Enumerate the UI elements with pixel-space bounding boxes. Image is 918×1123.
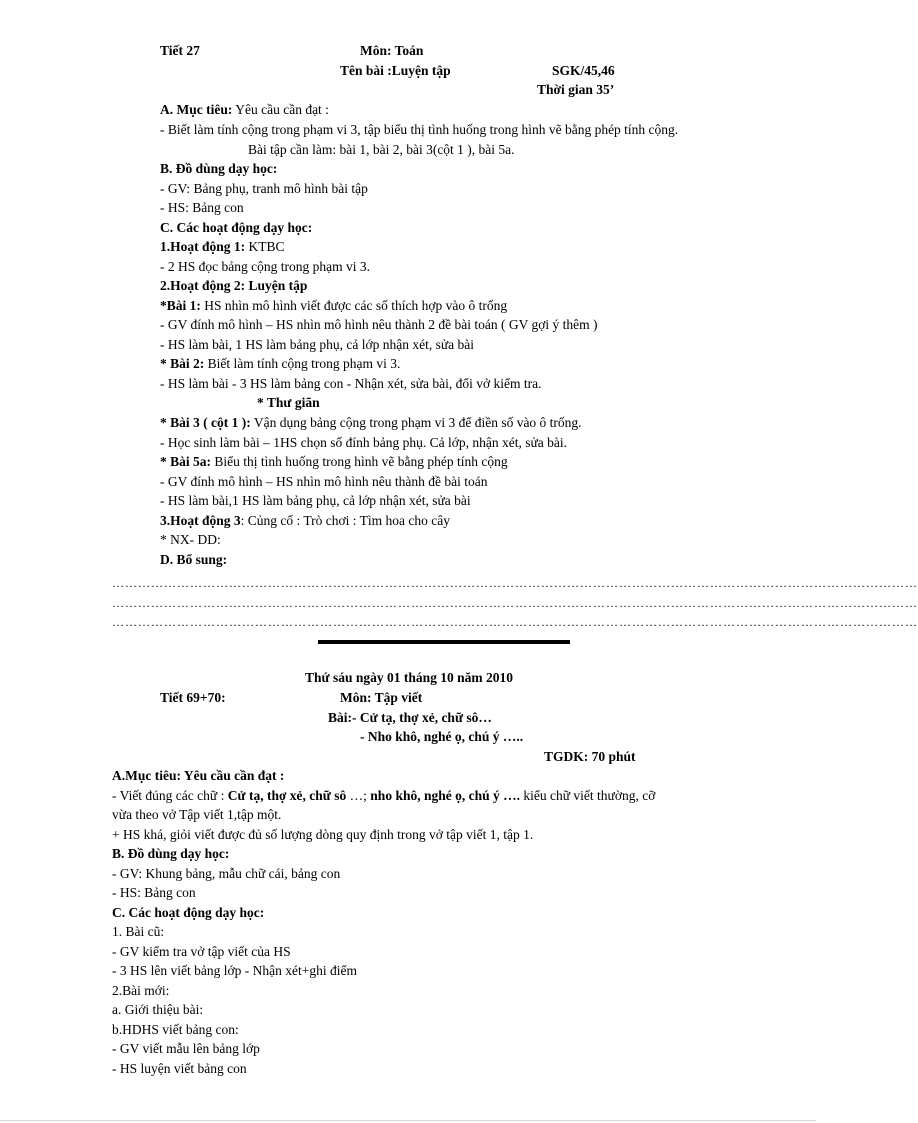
- bai2-label: * Bài 2:: [160, 356, 205, 371]
- bai3-label: * Bài 3 ( cột 1 ):: [160, 415, 251, 430]
- lesson2-new-b1: - GV viết mẫu lên bảng lớp: [112, 1041, 260, 1056]
- activity-1-text: KTBC: [245, 239, 285, 254]
- bai1-label: *Bài 1:: [160, 298, 201, 313]
- lesson2-material-gv: - GV: Khung bảng, mẫu chữ cái, bảng con: [112, 866, 341, 881]
- activity-3-text: : Củng cố : Trò chơi : Tìm hoa cho cây: [240, 513, 451, 528]
- lesson2-activities-heading: C. Các hoạt động dạy học:: [112, 905, 265, 920]
- lesson1-relax: * Thư giãn: [257, 395, 320, 410]
- lesson1-bai3-line1: - Học sinh làm bài – 1HS chọn số đính bảng phụ. Cả lớp, nhận xét, sửa bài.: [160, 435, 568, 450]
- lesson1-activity-2-heading: 2.Hoạt động 2: Luyện tập: [160, 278, 308, 293]
- lesson1-activity-1: [160, 238, 285, 256]
- obj1-bold2: nho khô, nghé ọ, chú ý ….: [370, 788, 520, 803]
- lesson2-date: Thứ sáu ngày 01 tháng 10 năm 2010: [305, 670, 514, 685]
- bai5-label: * Bài 5a:: [160, 454, 212, 469]
- lesson2-new-lesson: 2.Bài mới:: [112, 983, 170, 998]
- lesson1-bai1-line2: - HS làm bài, 1 HS làm bảng phụ, cả lớp nhận xét, sửa bài: [160, 337, 475, 352]
- lesson2-title-2: - Nho khô, nghé ọ, chú ý …..: [360, 729, 524, 744]
- lesson2-material-hs: - HS: Bảng con: [112, 885, 196, 900]
- bai3-text: Vận dụng bảng cộng trong phạm vi 3 để điền số vào ô trống.: [250, 415, 582, 430]
- lesson1-bai1-line1: - GV đính mô hình – HS nhìn mô hình nêu thành 2 đề bài toán ( GV gợi ý thêm ): [160, 317, 598, 332]
- lesson1-materials-heading: B. Đồ dùng dạy học:: [160, 161, 278, 176]
- lesson1-subject: Môn: Toán: [360, 43, 424, 58]
- obj1-pre: - Viết đúng các chữ :: [112, 788, 228, 803]
- lesson1-title: Tên bài :Luyện tập: [340, 63, 451, 78]
- lesson2-subject: Môn: Tập viết: [340, 690, 423, 705]
- supplement-dotted-line-3: ……………………………………………………………………………………………………………………………………………………………………: [112, 615, 918, 629]
- bai5-text: Biểu thị tình huống trong hình vẽ bằng phép tính cộng: [211, 454, 508, 469]
- lesson2-objective-1-cont: vừa theo vở Tập viết 1,tập một.: [112, 807, 282, 822]
- obj1-mid: …;: [346, 788, 371, 803]
- lesson2-new-b2: - HS luyện viết bảng con: [112, 1061, 247, 1076]
- activity-3-heading: 3.Hoạt động 3: [160, 513, 241, 528]
- activity-1-heading: 1.Hoạt động 1:: [160, 239, 246, 254]
- bai2-text: Biết làm tính cộng trong phạm vi 3.: [204, 356, 401, 371]
- page-bottom-edge: [0, 1120, 816, 1121]
- lesson1-bai1: [160, 297, 507, 315]
- lesson2-old-lesson: 1. Bài cũ:: [112, 924, 165, 939]
- lesson1-bai5-line1: - GV đính mô hình – HS nhìn mô hình nêu thành đề bài toán: [160, 474, 488, 489]
- lesson2-objective-2: + HS khá, giỏi viết được đủ số lượng dòng quy định trong vở tập viết 1, tập 1.: [112, 827, 534, 842]
- lesson2-objectives-heading: A.Mục tiêu: Yêu cầu cần đạt :: [112, 768, 285, 783]
- lesson1-nx-dd: * NX- DD:: [160, 532, 221, 547]
- lesson1-time: Thời gian 35’: [537, 82, 615, 97]
- lesson2-title-1: Bài:- Cử tạ, thợ xẻ, chữ sô…: [328, 710, 492, 725]
- lesson2-objective-1: [112, 787, 655, 805]
- lesson1-objectives: [160, 101, 329, 119]
- lesson1-bai2: [160, 355, 400, 373]
- supplement-dotted-line-1: ……………………………………………………………………………………………………………………………………………………………………: [112, 576, 918, 590]
- lesson1-bai5-line2: - HS làm bài,1 HS làm bảng phụ, cả lớp nhận xét, sửa bài: [160, 493, 471, 508]
- lesson2-old-2: - 3 HS lên viết bảng lớp - Nhận xét+ghi điểm: [112, 963, 357, 978]
- supplement-dotted-line-2: ……………………………………………………………………………………………………………………………………………………………………: [112, 596, 918, 610]
- lesson2-materials-heading: B. Đồ dùng dạy học:: [112, 846, 230, 861]
- bai1-text: HS nhìn mô hình viết được các số thích hợp vào ô trống: [200, 298, 508, 313]
- lesson1-period: Tiết 27: [160, 43, 200, 58]
- lesson1-activity-1-line: - 2 HS đọc bảng cộng trong phạm vi 3.: [160, 259, 370, 274]
- lesson1-bai3: [160, 414, 582, 432]
- lesson2-period: Tiết 69+70:: [160, 690, 226, 705]
- lesson2-new-b: b.HDHS viết bảng con:: [112, 1022, 239, 1037]
- obj1-post: kiểu chữ viết thường, cỡ: [519, 788, 656, 803]
- lesson1-supplement-heading: D. Bổ sung:: [160, 552, 228, 567]
- lesson1-bai2-line1: - HS làm bài - 3 HS làm bảng con - Nhận xét, sửa bài, đổi vở kiểm tra.: [160, 376, 542, 391]
- lesson1-objective-2: Bài tập cần làm: bài 1, bài 2, bài 3(cột 1 ), bài 5a.: [248, 142, 515, 157]
- lesson2-old-1: - GV kiểm tra vở tập viết của HS: [112, 944, 291, 959]
- lesson1-objective-1: - Biết làm tính cộng trong phạm vi 3, tập biểu thị tình huống trong hình vẽ bằng phép tính cộng.: [160, 122, 679, 137]
- lesson2-new-a: a. Giới thiệu bài:: [112, 1002, 204, 1017]
- lesson1-material-hs: - HS: Bảng con: [160, 200, 244, 215]
- section-divider: [318, 640, 570, 644]
- lesson1-bai5: [160, 453, 508, 471]
- lesson1-material-gv: - GV: Bảng phụ, tranh mô hình bài tập: [160, 181, 368, 196]
- lesson2-time: TGDK: 70 phút: [544, 749, 636, 764]
- obj1-bold: Cử tạ, thợ xẻ, chữ sô: [227, 788, 347, 803]
- objectives-heading: A. Mục tiêu:: [160, 102, 233, 117]
- lesson1-sgk: SGK/45,46: [552, 63, 615, 78]
- objectives-text: Yêu cầu cần đạt :: [232, 102, 329, 117]
- lesson1-activity-3: [160, 512, 450, 530]
- lesson1-activities-heading: C. Các hoạt động dạy học:: [160, 220, 313, 235]
